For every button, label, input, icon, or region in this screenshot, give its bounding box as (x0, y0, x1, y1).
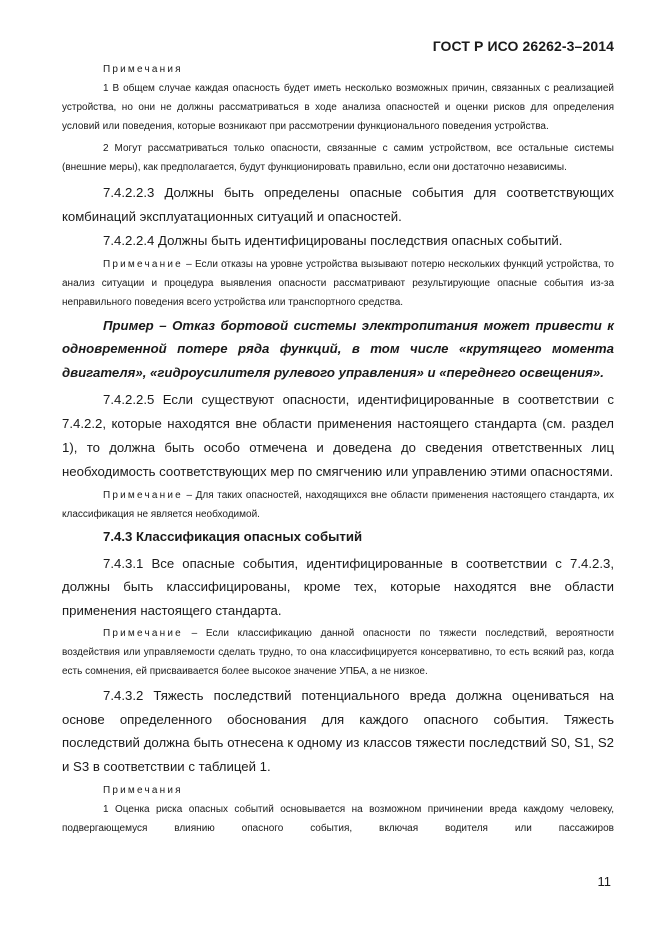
note-paragraph: 1 В общем случае каждая опасность будет иметь несколько возможных причин, связанных с реализацией устройства, но они не должны рассматриваться в ходе анализа опасностей и оценки рисков для определения условий или поведения, которые возникают при рассмотрении функционального поведения устройства. (62, 83, 614, 132)
body-paragraph: 7.4.2.2.4 Должны быть идентифицированы последствия опасных событий. (103, 233, 563, 248)
note-label: Примечание (103, 258, 183, 270)
note-text: Для таких опасностей, находящихся вне области применения настоящего стандарта, их классификация не является необходимой. (62, 490, 615, 520)
document-header: ГОСТ Р ИСО 26262-3–2014 (432, 38, 614, 54)
note-paragraph (62, 486, 614, 524)
note-paragraph: 2 Могут рассматриваться только опасности, связанные с самим устройством, все остальные системы (внешние меры), как предполагается, будут функционировать правильно, если они достаточно независимы. (62, 143, 614, 173)
body-paragraph: 7.4.2.2.3 Должны быть определены опасные события для соответствующих комбинаций эксплуатационных ситуаций и опасностей. (62, 185, 614, 224)
notes-label: Примечания (103, 785, 183, 796)
note-label: Примечание (103, 490, 183, 501)
page-number: 11 (597, 874, 611, 889)
example-paragraph: Пример – Отказ бортовой системы электропитания может привести к одновременной потере ряда функций, в том числе «крутящего момента двигателя», «гидроусилителя рулевого управления» и «переднего освещения». (62, 317, 614, 380)
note-text: Если классификацию данной опасности по тяжести последствий, вероятности воздействия или управляемости сделать трудно, то она классифицируется консервативно, то есть всякий раз, когда есть сомнения, ей присваивается более высокое значение УПБА, а не низкое. (62, 628, 614, 677)
notes-label: Примечания (103, 64, 183, 75)
note-text: Если отказы на уровне устройства вызывают потерю нескольких функций устройства, то анализ ситуации и процедура выявления опасности рассматривают результирующие опасные события из-за неправильного поведения всего устройства или транспортного средства. (62, 258, 614, 308)
body-paragraph: 7.4.2.2.5 Если существуют опасности, идентифицированные в соответствии с 7.4.2.2, которые находятся вне области применения настоящего стандарта (см. раздел 1), то должна быть особо отмечена и доведена до сведения ответственных лиц необходимость соответствующих мер по смягчению или управлению этими опасностями. (62, 392, 614, 479)
note-dash: – (182, 258, 195, 270)
note-paragraph (62, 624, 614, 681)
note-paragraph: 1 Оценка риска опасных событий основывается на возможном причинении вреда каждому человеку, подвергающемуся влиянию опасного события, включая водителя или пассажиров (62, 804, 614, 834)
body-paragraph: 7.4.3.2 Тяжесть последствий потенциального вреда должна оцениваться на основе определенного обоснования для каждого опасного события. Тяжесть последствий должна быть отнесена к одному из классов тяжести последствий S0, S1, S2 и S3 в соответствии с таблицей 1. (62, 688, 614, 774)
section-heading: 7.4.3 Классификация опасных событий (103, 529, 363, 544)
note-dash: – (182, 490, 196, 501)
note-label: Примечание (103, 628, 183, 639)
page-content (62, 60, 614, 838)
note-dash: – (182, 628, 206, 639)
body-paragraph: 7.4.3.1 Все опасные события, идентифицированные в соответствии с 7.4.2.3, должны быть классифицированы, кроме тех, которые находятся вне области применения настоящего стандарта. (62, 555, 614, 618)
note-paragraph (62, 255, 614, 312)
